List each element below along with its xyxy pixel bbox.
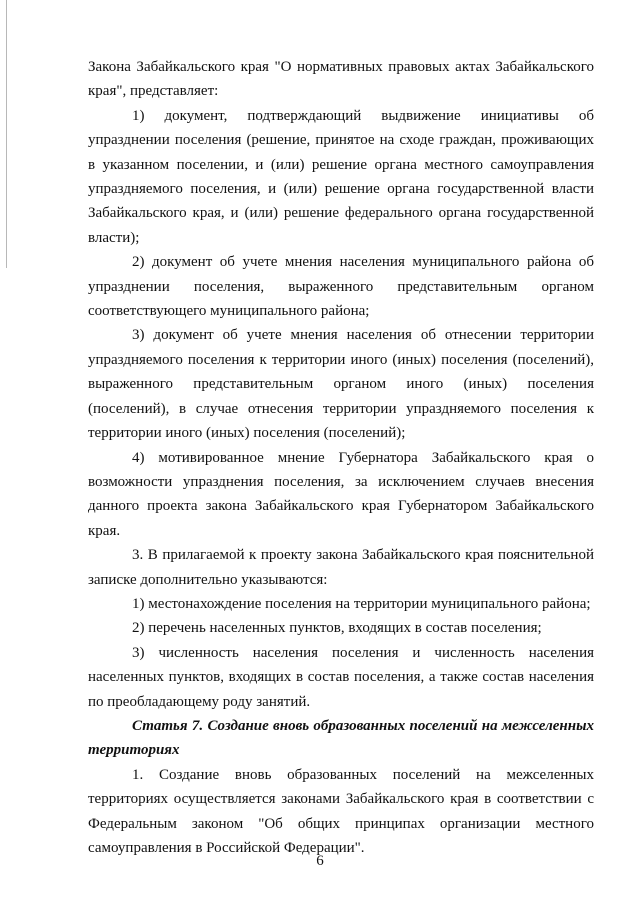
document-page [88,55,594,860]
article-heading: Статья 7. Создание вновь образованных поселений на межселенных территориях [88,717,594,759]
page-number: 6 [316,853,324,869]
article-paragraph-1: 1. Создание вновь образованных поселений на межселенных территориях осуществляется законами Забайкальского края в соответствии с Федеральным законом "Об общих принципах организации местного самоуправления в Российской Федерации". [88,766,594,856]
paragraph-note-3: 3) численность населения поселения и численность населения населенных пунктов, входящих в состав поселения, а также состав населения по преобладающему роду занятий. [88,644,594,710]
paragraph-item-4: 4) мотивированное мнение Губернатора Забайкальского края о возможности упразднения поселения, за исключением случаев внесения данного проекта закона Забайкальского края Губернатором Забайкальского края. [88,449,594,539]
paragraph-item-1: 1) документ, подтверждающий выдвижение инициативы об упразднении поселения (решение, принятое на сходе граждан, проживающих в указанном поселении, и (или) решение органа местного самоуправления упраздняемого поселения, и (или) решение органа государственной власти Забайкальского края, и (или) решение федерального органа государственной власти); [88,107,594,246]
paragraph-intro: Закона Забайкальского края "О нормативных правовых актах Забайкальского края", представляет: [88,59,594,100]
paragraph-note-2: 2) перечень населенных пунктов, входящих в состав поселения; [132,620,542,637]
paragraph-note-1: 1) местонахождение поселения на территории муниципального района; [132,595,591,612]
paragraph-item-2: 2) документ об учете мнения населения муниципального района об упразднении поселения, выраженного представительным органом соответствующего муниципального района; [88,254,594,320]
paragraph-section-3: 3. В прилагаемой к проекту закона Забайкальского края пояснительной записке дополнительно указываются: [88,547,594,588]
paragraph-item-3: 3) документ об учете мнения населения об отнесении территории упраздняемого поселения к территории иного (иных) поселения (поселений), выраженного представительным органом иного (иных) поселения (поселений), в случае отнесения территории упраздняемого поселения к территории иного (иных) поселения (поселений); [88,327,594,442]
scan-edge-line [6,0,7,268]
